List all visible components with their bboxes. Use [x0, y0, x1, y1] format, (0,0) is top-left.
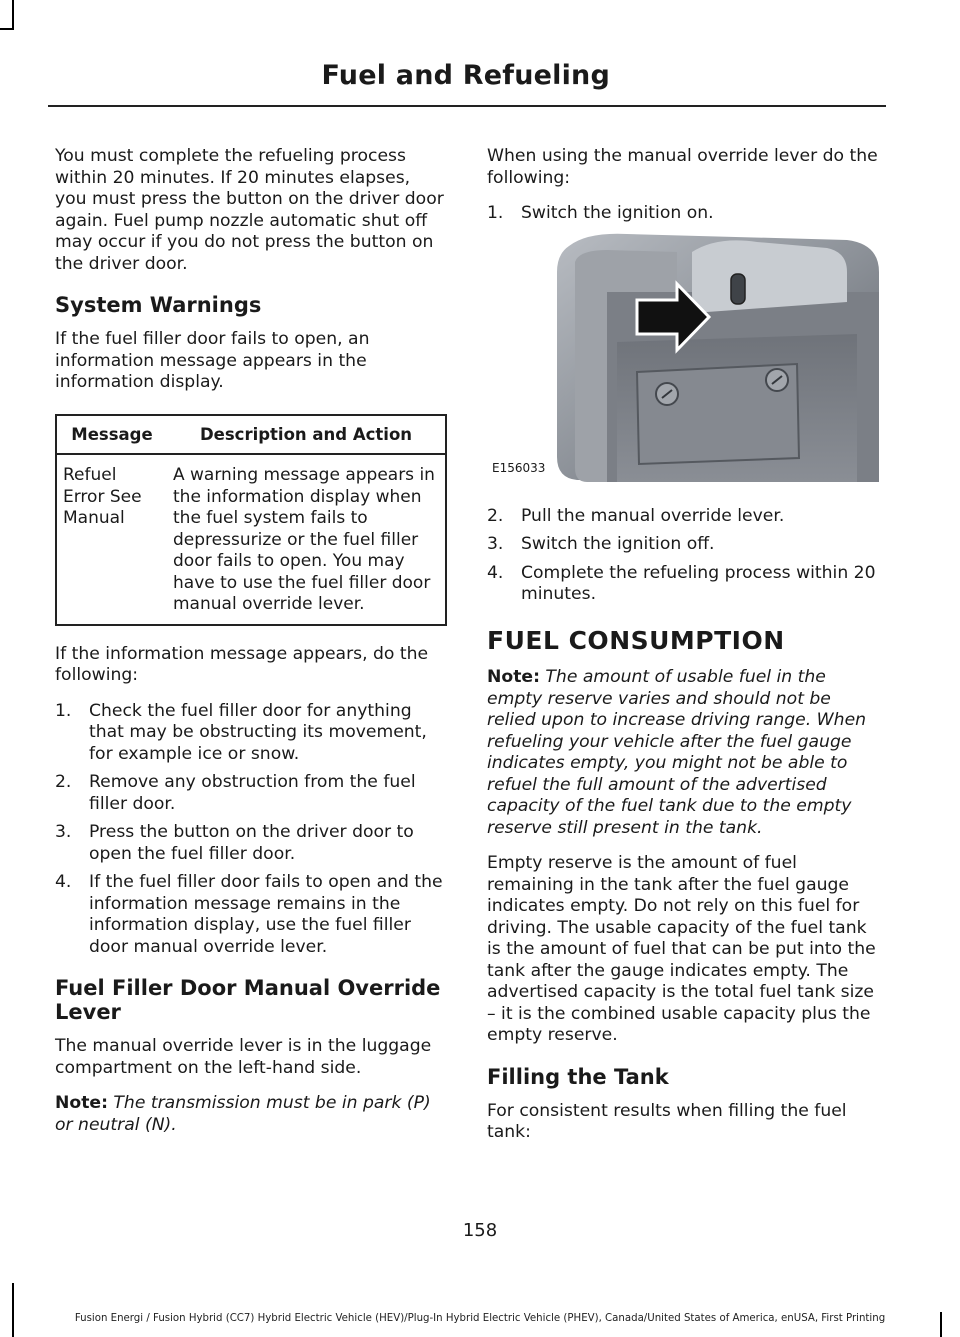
list-item: [55, 701, 447, 766]
step-number: 1.: [55, 700, 72, 721]
step-text: Complete the refueling process within 20 minutes.: [521, 562, 876, 604]
right-column: [487, 146, 879, 1158]
empty-reserve-text: Empty reserve is the amount of fuel remaining in the tank after the fuel gauge indicates empty. Do not rely on this fuel for driving. The usable capacity of the fuel tank is the amount of fuel that can be put into the tank after the gauge indicates empty. The advertised capacity is the total fuel tank size – it is the combined usable capacity plus the empty reserve.: [487, 853, 876, 1045]
intro-paragraph: You must complete the refueling process within 20 minutes. If 20 minutes elapses, you must press the button on the driver door again. Fuel pump nozzle automatic shut off may occur if you do not press the button on the driver door.: [55, 146, 444, 274]
figure-id: E156033: [492, 460, 546, 475]
header-rule: [48, 105, 886, 107]
step-text: Remove any obstruction from the fuel filler door.: [89, 772, 416, 814]
crop-mark-top-left-h: [0, 28, 14, 30]
fuel-consumption-heading: FUEL CONSUMPTION: [487, 625, 785, 655]
step-text: Switch the ignition on.: [521, 203, 714, 223]
list-item: [487, 506, 879, 528]
crop-mark-bottom-left: [12, 1283, 14, 1337]
step-number: 4.: [487, 562, 504, 583]
list-item: [55, 822, 447, 865]
right-step-1: [487, 203, 879, 225]
note-text: The transmission must be in park (P) or neutral (N).: [55, 1093, 431, 1135]
left-column: [55, 146, 447, 1150]
step-number: 2.: [487, 505, 504, 526]
table-header-description: Description and Action: [167, 415, 446, 455]
left-steps-list: [55, 701, 447, 959]
step-text: Pull the manual override lever.: [521, 505, 785, 526]
crop-mark-top-left: [12, 0, 14, 30]
system-warnings-text: If the fuel filler door fails to open, an information message appears in the information display.: [55, 329, 370, 392]
list-item: [55, 772, 447, 815]
page-title: Fuel and Refueling: [321, 60, 610, 91]
step-text: Check the fuel filler door for anything that may be obstructing its movement, for example ice or snow.: [89, 700, 427, 764]
page-number: 158: [462, 1220, 498, 1241]
step-number: 2.: [55, 772, 72, 792]
filling-tank-text: For consistent results when filling the fuel tank:: [487, 1100, 847, 1142]
step-number: 3.: [487, 534, 504, 554]
footer-text: Fusion Energi / Fusion Hybrid (CC7) Hybrid Electric Vehicle (HEV)/Plug-In Hybrid Electric Vehicle (PHEV), Canada/United States of America, enUSA, First Printing: [74, 1313, 886, 1324]
message-table: [55, 414, 447, 626]
note-label: Note:: [487, 667, 540, 687]
step-number: 3.: [55, 822, 72, 842]
right-steps-list: [487, 506, 879, 606]
step-text: Switch the ignition off.: [521, 534, 715, 554]
step-number: 1.: [487, 203, 504, 223]
override-heading: Fuel Filler Door Manual Override Lever: [55, 976, 441, 1024]
table-header-message: Message: [56, 415, 167, 455]
consumption-note: [487, 667, 879, 839]
list-item: [487, 203, 879, 225]
table-cell-description: A warning message appears in the information display when the fuel system fails to depressurize or the fuel filler door fails to open. You may have to use the fuel filler door manual override lever.: [173, 465, 435, 614]
list-item: [55, 872, 447, 958]
table-row: [56, 454, 446, 625]
step-text: Press the button on the driver door to open the fuel filler door.: [89, 822, 414, 864]
note-label: Note:: [55, 1093, 108, 1113]
override-intro: When using the manual override lever do the following:: [487, 146, 878, 188]
override-text: The manual override lever is in the luggage compartment on the left-hand side.: [55, 1036, 432, 1078]
list-item: [487, 534, 879, 556]
filling-tank-heading: Filling the Tank: [487, 1064, 669, 1089]
step-number: 4.: [55, 872, 72, 892]
list-item: [487, 563, 879, 606]
override-lever-figure: [487, 232, 879, 490]
note-paragraph: [55, 1093, 447, 1136]
override-lever-illustration: [487, 232, 879, 490]
table-cell-message: Refuel Error See Manual: [63, 465, 142, 528]
system-warnings-heading: System Warnings: [55, 293, 262, 317]
step-text: If the fuel filler door fails to open and the information message remains in the information display, use the fuel filler door manual override lever.: [89, 872, 443, 957]
after-table-text: If the information message appears, do the following:: [55, 643, 429, 685]
note-text: The amount of usable fuel in the empty reserve varies and should not be relied upon to increase driving range. When refueling your vehicle after the fuel gauge indicates empty, you might not be able to refuel the full amount of the advertised capacity of the fuel tank due to the empty reserve still present in the tank.: [487, 667, 867, 838]
